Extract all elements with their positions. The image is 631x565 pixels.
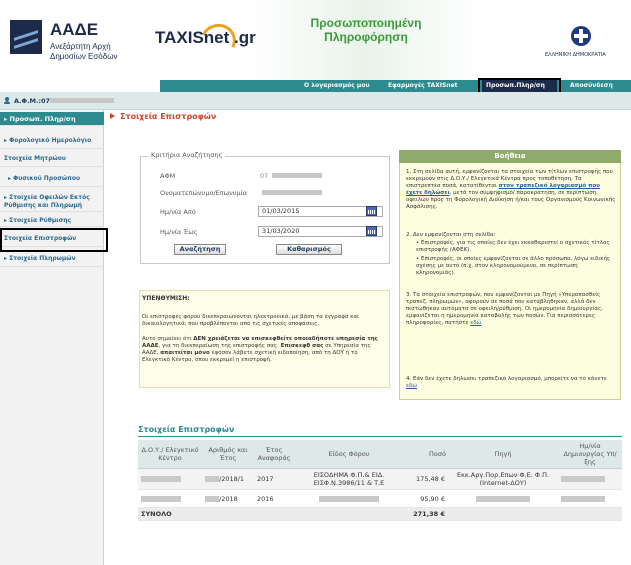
help-title: Βοήθεια — [399, 150, 621, 163]
nav-my-account[interactable]: Ο λογαριασμός μου — [304, 82, 370, 89]
chevron-right-icon: ▸ — [4, 115, 10, 123]
cell-empty — [202, 508, 254, 521]
cell-total-label: ΣΥΝΟΛΟ — [138, 508, 202, 521]
cell-tax-type — [294, 490, 404, 508]
cell-empty — [448, 508, 558, 521]
cell-source — [448, 490, 558, 508]
help-item-3: 3. Τα στοιχεία επιστροφών, που εμφανίζονται με Πηγή «Υπεραπασθείς τραπεζ. πληρωμών», αφορούν σε ποσά που καταβλήθηκαν, αλλά δεν πιστώθηκαν αυτόματα σε οφειλή/ρύθμιση. Οι ημερομηνία δημιουργίας, εμφανίζεται η ημερομηνία καταβολής των ποσών. Για περισσότερες πληροφορίες, πατήστε εδώ — [406, 292, 603, 326]
col-number: Αριθμός και Έτος — [202, 440, 254, 469]
calendar-icon[interactable] — [366, 206, 377, 216]
chevron-right-icon: ▸ — [4, 217, 10, 224]
reminder-paragraph-2: Αυτό σημαίνει ότι ΔΕΝ χρειάζεται να επισκεφθείτε οποιαδήποτε υπηρεσία της ΑΑΔΕ, για τη διεκπεραίωση της επιστροφής σας. Επισκεφθ σας σε Υπηρεσία της ΑΑΔΕ, απαιτείται μόνο εφόσον λάβετε σχετική ειδοποίηση, από τη ΔΟΥ ή το Ελεγκτικό Κέντρο, όπου εκκρεμεί η επιστροφή. — [142, 336, 378, 363]
more-info-link[interactable]: εδώ — [470, 320, 482, 326]
user-icon — [4, 97, 10, 104]
table-row — [138, 490, 622, 508]
col-source: Πηγή — [448, 440, 558, 469]
sidebar-item-label: Φυσικού Προσώπου — [13, 175, 81, 182]
redacted-name-value — [262, 190, 322, 195]
col-amount: Ποσό — [404, 440, 448, 469]
table-header-row — [138, 440, 622, 469]
date-from-label: Ημ/νία Από — [160, 208, 196, 216]
redacted-name — [50, 98, 114, 103]
sidebar-item-debts[interactable] — [0, 194, 104, 212]
org-subtitle-line1: Ανεξάρτητη Αρχή — [50, 42, 111, 51]
date-from-input[interactable]: 01/03/2015 — [258, 206, 383, 217]
reminder-paragraph-1: Οι επιστροφές φόρου διεκπεραιώνονται ηλεκτρονικά, με βάση τα έγγραφα και δικαιολογητικά, που προβλέπονται από τις σχετικές αποφάσεις. — [142, 314, 359, 327]
sidebar-item-label: Στοιχεία Πληρωμών — [9, 255, 76, 262]
search-button[interactable]: Αναζήτηση — [174, 244, 226, 255]
sidebar-item-registry[interactable] — [0, 155, 104, 167]
reminder-title: ΥΠΕΝΘΥΜΙΣΗ: — [142, 295, 190, 302]
gov-label: ΕΛΛΗΝΙΚΗ ΔΗΜΟΚΡΑΤΙΑ — [545, 52, 606, 58]
sidebar-item-label: Προσωπ. Πληρ/ση — [9, 115, 76, 123]
afm-field-value: 07 — [260, 172, 269, 180]
aade-logo-icon — [10, 20, 42, 54]
sidebar-item-label: Στοιχεία Μητρώου — [4, 155, 66, 162]
table-row — [138, 469, 622, 490]
cell-year: 2017 — [254, 469, 294, 490]
sidebar-item-tax-calendar[interactable] — [0, 137, 104, 149]
declare-account-link[interactable]: εδώ — [406, 383, 417, 389]
afm-label: Α.Φ.Μ.:07 — [14, 97, 51, 105]
chevron-right-icon: ▸ — [4, 137, 10, 144]
cell-amount: 175,48 € — [404, 469, 448, 490]
personal-info-title: Προσωποποιημένη Πληροφόρηση — [310, 16, 422, 44]
taxisnet-logo[interactable]: TAXISnet .gr — [155, 28, 256, 47]
cell-year: 2016 — [254, 490, 294, 508]
nav-personal-info[interactable]: Προσωπ.Πληρ/ση — [482, 80, 557, 92]
cell-amount: 95,90 € — [404, 490, 448, 508]
refunds-table — [138, 440, 622, 521]
cell-doy — [138, 469, 202, 490]
help-item-1: 1. Στη σελίδα αυτή, εμφανίζονται τα στοιχεία των τίτλων επιστροφής που εκκρεμούν στις Δ.Ο.Υ./ Ελεγκτικά Κέντρα προς τοποθέτηση. Τα επιστρεπτέα ποσά, κατατίθενται στον τραπεζικό λογαριασμό που έχετε δηλώσει, μετά τον συμψηφισμό/ παρακράτηση, σε περίπτωση οφειλών προς τη Φορολογική Διοίκηση ή/και τους Οργανισμούς Κοινωνικής Ασφάλισης. — [406, 169, 616, 210]
org-subtitle-line2: Δημοσίων Εσόδων — [50, 52, 118, 61]
chevron-right-icon: ▸ — [8, 175, 14, 182]
cell-source: Εκκ.Αργ.Πορ.Επων Φ.Ε. Φ.Π. (Internet-ΔΟΥ) — [448, 469, 558, 490]
cell-number: /2018 — [202, 490, 254, 508]
cell-empty — [558, 508, 622, 521]
cell-doy — [138, 490, 202, 508]
sidebar-item-label: Στοιχεία Ρύθμισης — [9, 217, 72, 224]
sidebar-item-label: Φορολογικό Ημερολόγιο — [9, 137, 92, 144]
calendar-icon[interactable] — [366, 226, 377, 236]
help-item-2-bullet-2: • Επιστροφές, οι οποίες εμφανίζονται σε άλλο πρόσωπο, λόγω ειδικής σχέσης με αυτό (π.χ. στον κληρονομούμενο, σε περίπτωση κληρονομιάς). — [416, 256, 611, 276]
cell-number: /2018/1 — [202, 469, 254, 490]
sidebar-item-natural-person[interactable] — [0, 175, 104, 187]
results-title: Στοιχεία Επιστροφών — [138, 425, 235, 434]
sidebar-item-label: Στοιχεία Οφειλών Εκτός Ρύθμισης και Πληρωμή — [4, 194, 90, 209]
afm-field-label: ΑΦΜ — [160, 172, 176, 180]
sidebar-item-label: Στοιχεία Επιστροφών — [4, 235, 77, 242]
cell-empty — [254, 508, 294, 521]
cell-tax-type: ΕΙΣΟΔΗΜΑ Φ.Π.& ΕΙΔ. ΕΙΣΦ.Ν.3986/11 & Τ.Ε — [294, 469, 404, 490]
nav-logout[interactable]: Αποσύνδεση — [570, 82, 613, 89]
name-field-label: Ονοματεπώνυμο/Επωνυμία — [160, 189, 248, 197]
page-title: Στοιχεία Επιστροφών — [120, 112, 217, 121]
clear-button[interactable]: Καθαρισμός — [276, 244, 342, 255]
chevron-right-icon: ▸ — [4, 194, 10, 201]
nav-taxisnet-apps[interactable]: Εφαρμογές TAXISnet — [388, 82, 458, 89]
col-date: Ημ/νία Δημιουργίας Υπ/ξης — [558, 440, 622, 469]
sidebar-item-settlement[interactable] — [0, 217, 104, 227]
cell-date — [558, 469, 622, 490]
cell-total-amount: 271,38 € — [404, 508, 448, 521]
help-item-2-bullet-1: • Επιστροφές, για τις οποίες δεν έχει εκκαθαριστεί ο σχετικός τίτλος επιστροφής (ΑΦΕΚ). — [416, 240, 610, 253]
sidebar-highlight-box — [0, 228, 108, 252]
greek-emblem-icon — [571, 26, 591, 46]
date-to-label: Ημ/νία Έως — [160, 228, 198, 236]
bank-account-link[interactable]: στον τραπεζικό λογαριασμό που έχετε δηλώσει — [406, 183, 600, 196]
cell-empty — [294, 508, 404, 521]
help-item-4: 4. Εάν δεν έχετε δηλώσει τραπεζικό λογαριασμό, μπορείτε να το κάνετε εδώ — [406, 376, 607, 389]
col-doy: Δ.Ο.Υ./ Ελεγκτικό Κέντρο — [138, 440, 202, 469]
col-tax-type: Είδος Φόρου — [294, 440, 404, 469]
triangle-right-icon — [110, 113, 115, 119]
redacted-afm — [272, 173, 322, 178]
help-item-2: 2. Δεν εμφανίζονται στη σελίδα: — [406, 232, 496, 238]
org-title: ΑΑΔΕ — [50, 20, 99, 39]
cell-date — [558, 490, 622, 508]
col-year: Έτος Αναφοράς — [254, 440, 294, 469]
date-to-input[interactable]: 31/03/2020 — [258, 226, 383, 237]
table-total-row — [138, 508, 622, 521]
sidebar-item-personal-info[interactable] — [0, 112, 104, 126]
criteria-legend: Κριτήρια Αναζήτησης — [148, 151, 225, 159]
results-divider — [138, 436, 622, 437]
sidebar-item-payments[interactable] — [0, 255, 104, 267]
chevron-right-icon: ▸ — [4, 255, 10, 262]
